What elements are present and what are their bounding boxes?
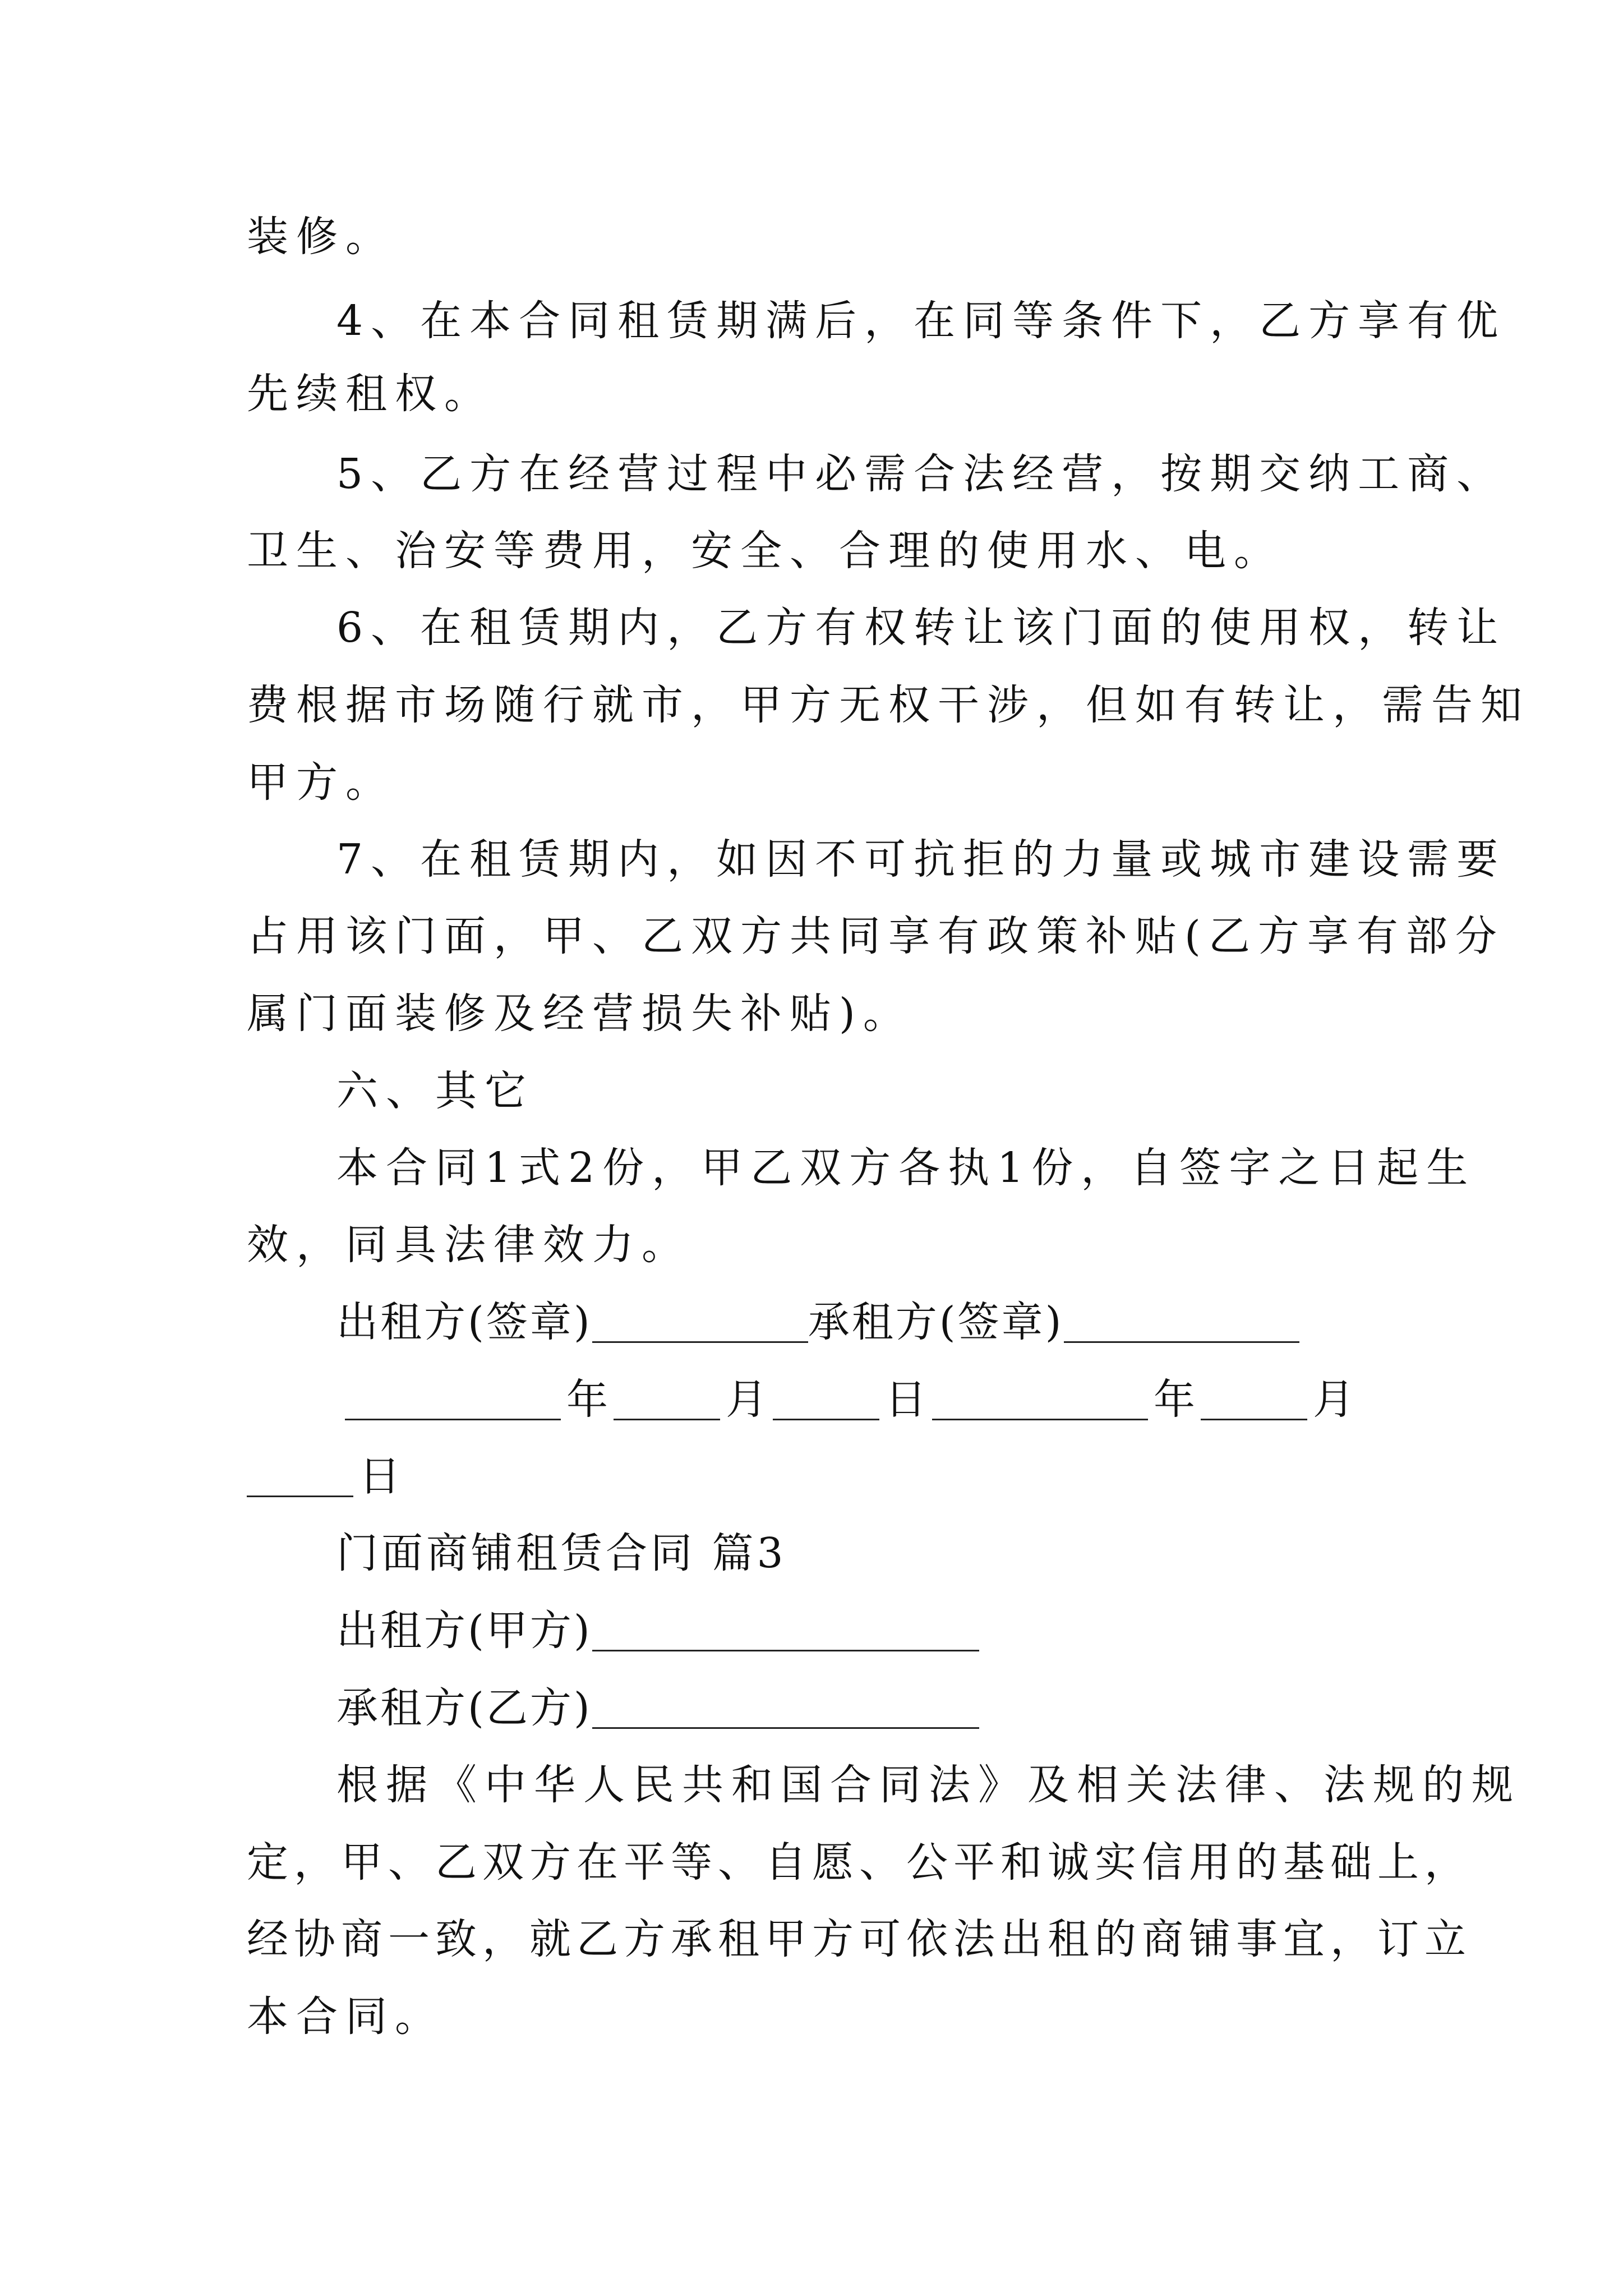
clause-6-line-2: 费根据市场随行就市，甲方无权干涉，但如有转让，需告知 [247,681,1530,729]
preamble-line-3: 经协商一致，就乙方承租甲方可依法出租的商铺事宜，订立 [247,1915,1472,1963]
clause-4-line-2: 先续租权。 [247,370,494,418]
clause-6-line-3: 甲方。 [247,758,395,807]
party-b-blank[interactable] [592,1690,979,1729]
lessor-signature-blank[interactable] [592,1304,808,1343]
section-title: 门面商铺租赁合同 篇3 [336,1529,787,1577]
party-b-row [336,1684,979,1732]
text-line: 装修。 [247,213,395,261]
section-heading-other: 六、其它 [336,1067,534,1115]
clause-5-line-2: 卫生、治安等费用，安全、合理的使用水、电。 [247,527,1283,575]
preamble-line-2: 定，甲、乙双方在平等、自愿、公平和诚实信用的基础上， [247,1838,1472,1887]
signature-row [336,1298,1299,1346]
lessor-month-blank[interactable] [614,1382,720,1420]
lessee-signature-blank[interactable] [1064,1304,1299,1343]
party-a-blank[interactable] [592,1613,979,1651]
date-row [345,1375,1360,1424]
copies-line-2: 效，同具法律效力。 [247,1221,691,1269]
lessor-year-blank[interactable] [345,1382,561,1420]
lessee-month-blank[interactable] [1201,1382,1307,1420]
lessee-signature-label: 承租方(签章) [808,1298,1064,1346]
lessor-day-blank[interactable] [773,1382,879,1420]
month-label: 月 [1313,1375,1354,1424]
month-label: 月 [726,1375,767,1424]
year-label: 年 [566,1375,608,1424]
clause-5-line-1: 5、乙方在经营过程中必需合法经营，按期交纳工商、 [336,450,1506,498]
preamble-line-4: 本合同。 [247,1993,444,2041]
preamble-line-1: 根据《中华人民共和国合同法》及相关法律、法规的规 [336,1761,1521,1809]
clause-4-line-1: 4、在本合同租赁期满后，在同等条件下，乙方享有优 [336,297,1506,345]
clause-6-line-1: 6、在租赁期内，乙方有权转让该门面的使用权，转让 [336,604,1506,652]
day-label: 日 [885,1375,926,1424]
year-label: 年 [1154,1375,1195,1424]
date-row-continued [247,1452,400,1501]
clause-7-line-1: 7、在租赁期内，如因不可抗拒的力量或城市建设需要 [336,835,1506,884]
party-a-row [336,1607,979,1655]
party-b-label: 承租方(乙方) [336,1684,592,1732]
clause-7-line-2: 占用该门面，甲、乙双方共同享有政策补贴(乙方享有部分 [247,912,1505,960]
lessee-year-blank[interactable] [932,1382,1148,1420]
lessor-signature-label: 出租方(签章) [336,1298,592,1346]
party-a-label: 出租方(甲方) [336,1607,592,1655]
day-label: 日 [359,1452,400,1501]
clause-7-line-3: 属门面装修及经营损失补贴)。 [247,990,912,1038]
lessee-day-blank[interactable] [247,1458,353,1497]
copies-line-1: 本合同1式2份，甲乙双方各执1份，自签字之日起生 [336,1144,1476,1192]
